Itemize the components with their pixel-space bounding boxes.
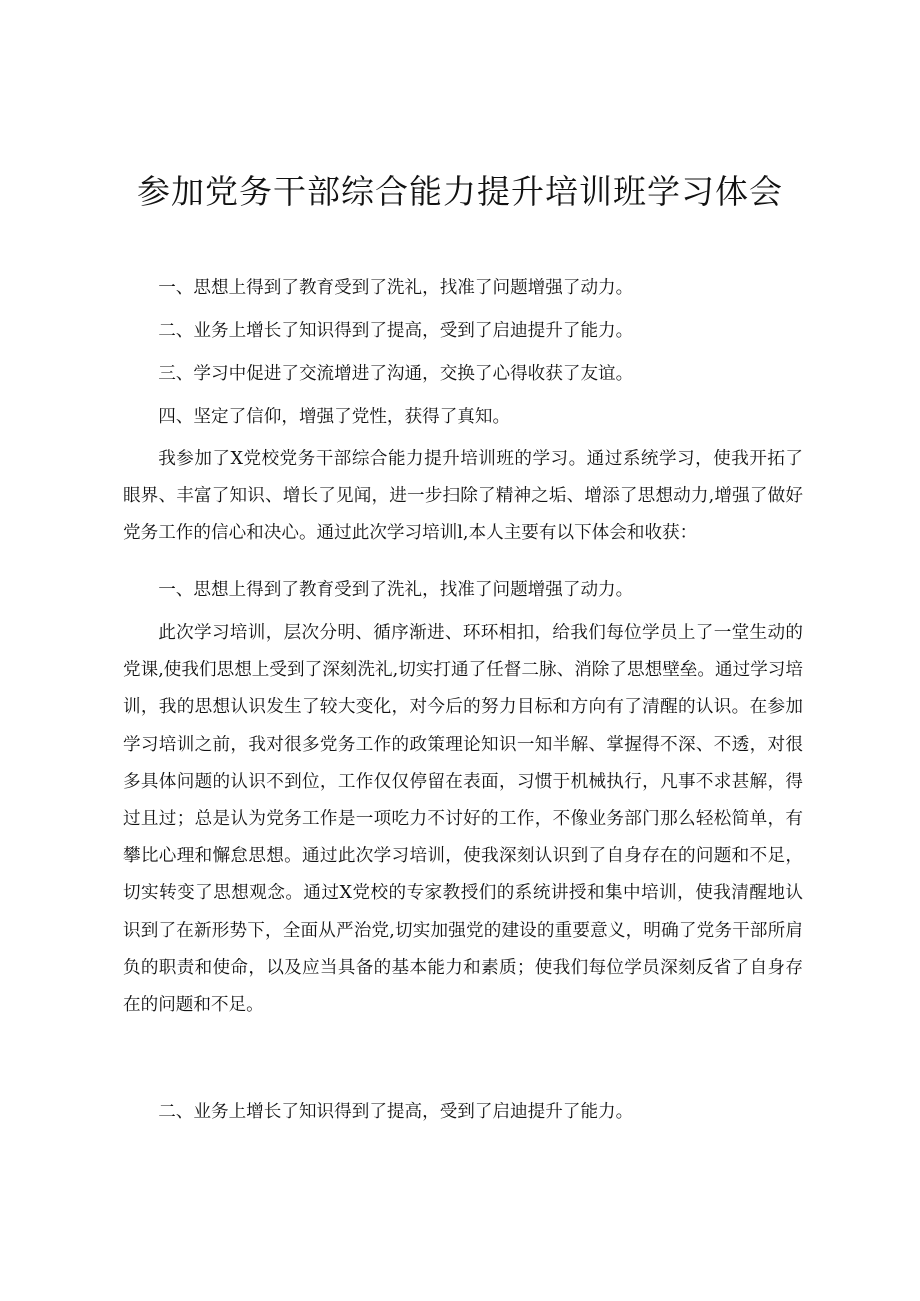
summary-point-1: 一、思想上得到了教育受到了洗礼，找准了问题增强了动力。 [158, 278, 634, 298]
summary-point-3: 三、学习中促进了交流增进了沟通，交换了心得收获了友谊。 [158, 364, 634, 384]
summary-point-2: 二、业务上增长了知识得到了提高，受到了启迪提升了能力。 [158, 321, 634, 341]
section2-heading: 二、业务上增长了知识得到了提高，受到了启迪提升了能力。 [158, 1102, 634, 1122]
intro-paragraph: 我参加了X党校党务干部综合能力提升培训班的学习。通过系统学习，使我开拓了眼界、丰富了知识、增长了见闻，进一步扫除了精神之垢、增添了思想动力,增强了做好党务工作的信心和决心。通过此次学习培训l,本人主要有以下体会和收获： [123, 449, 803, 544]
summary-point-4: 四、坚定了信仰，增强了党性，获得了真知。 [158, 407, 511, 427]
section1-paragraph: 此次学习培训，层次分明、循序渐进、环环相扣，给我们每位学员上了一堂生动的党课,使我们思想上受到了深刻洗礼,切实打通了任督二脉、消除了思想壁垒。通过学习培训，我的思想认识发生了较大变化，对今后的努力目标和方向有了清醒的认识。在参加学习培训之前，我对很多党务工作的政策理论知识一知半解、掌握得不深、不透，对很多具体问题的认识不到位，工作仅仅停留在表面，习惯于机械执行，凡事不求甚解，得过且过；总是认为党务工作是一项吃力不讨好的工作，不像业务部门那么轻松简单，有攀比心理和懈怠思想。通过此次学习培训，使我深刻认识到了自身存在的问题和不足，切实转变了思想观念。通过X党校的专家教授们的系统讲授和集中培训，使我清醒地认识到了在新形势下，全面从严治党,切实加强党的建设的重要意义，明确了党务干部所肩负的职责和使命，以及应当具备的基本能力和素质；使我们每位学员深刻反省了自身存在的问题和不足。 [123, 623, 803, 1016]
section1-heading: 一、思想上得到了教育受到了洗礼，找准了问题增强了动力。 [158, 580, 634, 600]
document-title: 参加党务干部综合能力提升培训班学习体会 [137, 172, 783, 211]
